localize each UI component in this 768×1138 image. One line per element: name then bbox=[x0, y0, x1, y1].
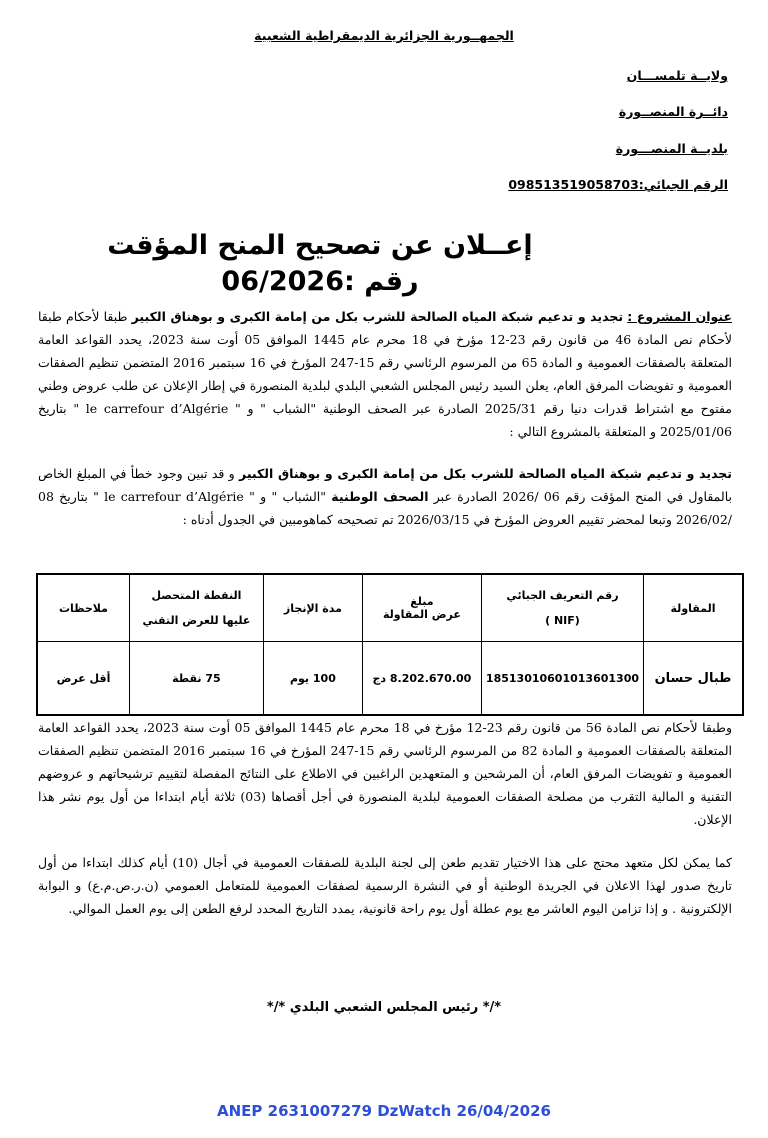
cell-contractor: طبال حسان bbox=[644, 642, 744, 716]
announcement-number: رقم :06/2026 bbox=[221, 266, 419, 297]
intro-paragraph bbox=[38, 305, 732, 443]
announcement-title: إعــلان عن تصحيح المنح المؤقت bbox=[107, 230, 533, 261]
table-row bbox=[37, 642, 743, 716]
header-nif-line2: (NIF ) bbox=[545, 614, 580, 627]
signature: */* رئيس المجلس الشعبي البلدي */* bbox=[266, 1000, 502, 1015]
republic-heading: الجمهــورية الجزائرية الديمقراطية الشعبية bbox=[254, 28, 514, 43]
header-nif-line1: رقم التعريف الجبائي bbox=[506, 589, 619, 602]
correction-text-1: و قد تبين وجود خطأ في المبلغ الخاص بالمقاول في المنح المؤقت رقم 06 /2026 الصادرة عبر bbox=[38, 466, 733, 504]
header-score-line1: النقطة المتحصل bbox=[151, 589, 242, 602]
cell-remarks: أقل عرض bbox=[37, 642, 129, 716]
header-amount-line2: عرض المقاولة bbox=[382, 608, 461, 621]
header-nif bbox=[481, 574, 643, 642]
header-score-line2: عليها للعرض التقني bbox=[142, 614, 251, 627]
intro-text: طبقا لأحكام طبقا لأحكام نص المادة 46 من قانون رقم 23-12 مؤرخ في 18 محرم عام 1445 الموافق 05 أوت سنة 2023، يحدد القواعد العامة المتعلقة بالصفقات العمومية و المادة 65 من المرسوم الرئاسي رقم 15-247 المؤرخ في 16 سبتمبر 2016 المتضمن تنظيم الصفقات العمومية و تفويضات المرفق العام، يعلن السيد رئيس المجلس الشعبي البلدي لبلدية المنصورة في إطار الإعلان عن طلب عروض وطني مفتوح مع اشتراط قدرات دنيا رقم 2025/31 الصادرة عبر الصحف الوطنية "الشباب " و " le carrefour d’Algérie " بتاريخ 2025/01/06 و المتعلقة بالمشروع التالي : bbox=[38, 309, 732, 439]
nif-line: الرقم الجبائي:098513519058703 bbox=[508, 177, 728, 192]
cell-amount: 8.202.670.00 دج bbox=[362, 642, 481, 716]
cell-duration: 100 يوم bbox=[263, 642, 362, 716]
results-table bbox=[36, 573, 744, 716]
project-label: عنوان المشروع : bbox=[627, 309, 733, 324]
project-name: تجديد و تدعيم شبكة المياه الصالحة للشرب بكل من إمامة الكبرى و بوهناق الكبير bbox=[131, 309, 624, 324]
header-remarks: ملاحظات bbox=[37, 574, 129, 642]
appeal-paragraph: كما يمكن لكل متعهد محتج على هذا الاختيار تقديم طعن إلى لجنة البلدية للصفقات العمومية في أجال (10) أيام كذلك ابتداءا من أول تاريخ صدور لهذا الاعلان في الجريدة الوطنية أو في النشرة الرسمية لصفقات العمومية للمتعامل العمومي (ن.ر.ص.م.ع) و البوابة الإلكترونية . و إذا تزامن اليوم العاشر مع يوم عطلة أول يوم راحة قانونية، يمدد التاريخ المحدد لرفع الطعن إلى يوم العمل الموالي. bbox=[38, 855, 732, 916]
table-header-row bbox=[37, 574, 743, 642]
cell-score: 75 نقطة bbox=[129, 642, 263, 716]
header-amount-line1: مبلغ bbox=[410, 595, 434, 608]
header-amount bbox=[362, 574, 481, 642]
cell-nif: 18513010601013601300 bbox=[481, 642, 643, 716]
footer-reference: ANEP 2631007279 DzWatch 26/04/2026 bbox=[217, 1102, 551, 1120]
press-label: الصحف الوطنية bbox=[331, 489, 429, 504]
correction-text-2: "الشباب " و " le carrefour d’Algérie " بتاريخ 08 /2026/02 وتبعا لمحضر تقييم العروض المؤرخ في 2026/03/15 تم تصحيحه كماهومبين في الجدول أدناه : bbox=[38, 489, 732, 527]
wilaya-line: ولايــة تلمســـان bbox=[626, 68, 728, 83]
correction-paragraph bbox=[38, 462, 732, 531]
commune-line: بلديــة المنصـــورة bbox=[615, 141, 728, 156]
results-paragraph: وطبقا لأحكام نص المادة 56 من قانون رقم 23-12 مؤرخ في 18 محرم عام 1445 الموافق 05 أوت سنة 2023، يحدد القواعد العامة المتعلقة بالصفقات العمومية و المادة 82 من المرسوم الرئاسي رقم 15-247 المؤرخ في 16 سبتمبر 2016 المتضمن تنظيم الصفقات العمومية و تفويضات المرفق العام، أن المرشحين و المتعهدين الراغبين في الاطلاع على النتائج المفصلة لتقييم ترشيحاتهم و عروضهم التقنية و المالية التقرب من مصلحة الصفقات العمومية لبلدية المنصورة في أجل أقصاها (03) ثلاثة أيام ابتداءا من أول يوم نشر هذا الإعلان. bbox=[38, 720, 732, 827]
header-duration: مدة الإنجاز bbox=[263, 574, 362, 642]
correction-project-name: تجديد و تدعيم شبكة المياه الصالحة للشرب بكل من إمامة الكبرى و بوهناق الكبير bbox=[239, 466, 732, 481]
header-contractor: المقاولة bbox=[644, 574, 744, 642]
header-score bbox=[129, 574, 263, 642]
daira-line: دائــرة المنصــورة bbox=[618, 104, 728, 119]
